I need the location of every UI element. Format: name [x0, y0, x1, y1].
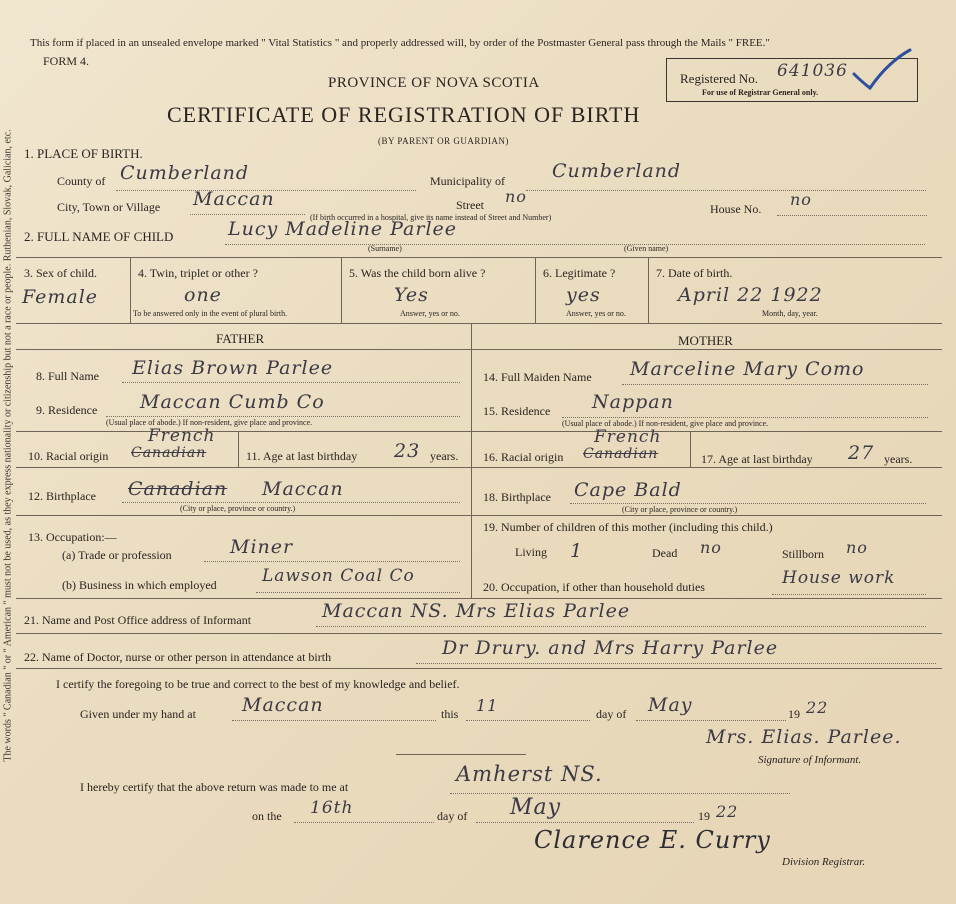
- business-value: Lawson Coal Co: [262, 566, 415, 586]
- surname-note: (Surname): [368, 244, 402, 253]
- certify-line: I certify the foregoing to be true and correct to the best of my knowledge and belief.: [56, 677, 460, 691]
- father-birthplace-label: 12. Birthplace: [28, 489, 96, 503]
- stillborn-label: Stillborn: [782, 547, 825, 561]
- living-label: Living: [515, 545, 547, 559]
- return-year-value: 22: [716, 802, 739, 821]
- house-value: no: [790, 190, 812, 209]
- mother-birthplace-value: Cape Bald: [574, 479, 682, 501]
- informant-label: 21. Name and Post Office address of Informant: [24, 613, 252, 627]
- business-label: (b) Business in which employed: [62, 578, 217, 592]
- mother-race-value: French: [594, 427, 662, 447]
- dead-label: Dead: [652, 546, 678, 560]
- stillborn-value: no: [846, 538, 868, 557]
- dead-value: no: [700, 538, 722, 557]
- legitimate-value: yes: [566, 284, 601, 306]
- mother-residence-value: Nappan: [592, 391, 674, 413]
- father-birthplace-struck: Canadian: [128, 478, 228, 500]
- return-month-value: May: [510, 795, 562, 820]
- mother-race-struck: Canadian: [583, 446, 659, 462]
- mother-heading: MOTHER: [678, 333, 733, 348]
- trade-value: Miner: [230, 536, 294, 558]
- father-age-unit: years.: [430, 449, 459, 463]
- cert-year-prefix: 19: [788, 707, 800, 721]
- given-place-value: Maccan: [242, 694, 324, 716]
- cert-month-value: May: [648, 694, 693, 716]
- registered-label: Registered No.: [680, 71, 758, 86]
- mother-birthplace-note: (City or place, province or country.): [622, 505, 738, 514]
- alive-value: Yes: [394, 284, 429, 306]
- street-label: Street: [456, 198, 484, 212]
- father-residence-value: Maccan Cumb Co: [140, 391, 325, 413]
- informant-signature-label: Signature of Informant.: [758, 754, 862, 766]
- father-race-value: French: [148, 426, 216, 446]
- twin-label: 4. Twin, triplet or other ?: [138, 266, 258, 280]
- registrar-signature: Clarence E. Curry: [534, 826, 771, 854]
- street-value: no: [505, 187, 527, 206]
- postal-notice: This form if placed in an unsealed envelope marked " Vital Statistics " and properly addressed will, by order of the Postmaster General pass through the Mails " FREE.": [30, 37, 770, 49]
- alive-note: Answer, yes or no.: [400, 309, 460, 318]
- occupation-heading: 13. Occupation:—: [28, 530, 117, 544]
- cert-day-value: 11: [476, 696, 499, 715]
- dob-note: Month, day, year.: [762, 309, 818, 318]
- father-birthplace-value: Maccan: [262, 478, 344, 500]
- hospital-note: (If birth occurred in a hospital, give its name instead of Street and Number): [310, 213, 552, 222]
- father-age-value: 23: [394, 440, 421, 462]
- father-age-label: 11. Age at last birthday: [246, 449, 358, 463]
- sex-value: Female: [22, 286, 99, 308]
- mother-birthplace-label: 18. Birthplace: [483, 490, 551, 504]
- child-name-value: Lucy Madeline Parlee: [228, 218, 458, 240]
- mother-occupation-label: 20. Occupation, if other than household duties: [483, 580, 705, 594]
- on-the-label: on the: [252, 809, 282, 823]
- page-subtitle: (BY PARENT OR GUARDIAN): [378, 136, 509, 146]
- given-label: Given under my hand at: [80, 707, 196, 721]
- this-label: this: [441, 707, 459, 721]
- father-name-value: Elias Brown Parlee: [132, 357, 334, 379]
- return-line: I hereby certify that the above return was made to me at: [80, 780, 349, 794]
- mother-race-label: 16. Racial origin: [483, 450, 564, 464]
- legitimate-label: 6. Legitimate ?: [543, 266, 616, 280]
- attendant-value: Dr Drury. and Mrs Harry Parlee: [442, 637, 779, 659]
- return-day-value: 16th: [310, 798, 354, 818]
- alive-label: 5. Was the child born alive ?: [349, 266, 486, 280]
- dob-value: April 22 1922: [678, 284, 823, 306]
- children-label: 19. Number of children of this mother (including this child.): [483, 520, 773, 534]
- father-residence-label: 9. Residence: [36, 403, 98, 417]
- city-label: City, Town or Village: [57, 200, 161, 214]
- mother-residence-label: 15. Residence: [483, 404, 551, 418]
- mother-residence-note: (Usual place of abode.) If non-resident, give place and province.: [562, 419, 769, 428]
- birth-place-heading: 1. PLACE OF BIRTH.: [24, 146, 143, 161]
- check-mark-icon: [848, 48, 918, 98]
- mother-occupation-value: House work: [782, 568, 896, 588]
- mother-age-label: 17. Age at last birthday: [701, 452, 813, 466]
- given-name-note: (Given name): [624, 244, 669, 253]
- father-race-label: 10. Racial origin: [28, 449, 109, 463]
- mother-age-value: 27: [848, 442, 875, 464]
- trade-label: (a) Trade or profession: [62, 548, 172, 562]
- page-title: CERTIFICATE OF REGISTRATION OF BIRTH: [167, 102, 641, 127]
- attendant-label: 22. Name of Doctor, nurse or other person in attendance at birth: [24, 650, 332, 664]
- dob-label: 7. Date of birth.: [656, 266, 733, 280]
- legitimate-note: Answer, yes or no.: [566, 309, 626, 318]
- twin-note: To be answered only in the event of plural birth.: [133, 309, 288, 318]
- return-day-of-label: day of: [437, 809, 468, 823]
- house-label: House No.: [710, 202, 762, 216]
- father-birthplace-note: (City or place, province or country.): [180, 504, 296, 513]
- informant-signature: Mrs. Elias. Parlee.: [706, 726, 902, 748]
- father-residence-note: (Usual place of abode.) If non-resident, give place and province.: [106, 418, 313, 427]
- twin-value: one: [184, 284, 222, 306]
- county-label: County of: [57, 174, 106, 188]
- informant-value: Maccan NS. Mrs Elias Parlee: [322, 600, 631, 622]
- father-heading: FATHER: [216, 331, 265, 346]
- mother-name-label: 14. Full Maiden Name: [483, 370, 592, 384]
- mother-age-unit: years.: [884, 452, 913, 466]
- child-name-label: 2. FULL NAME OF CHILD: [24, 229, 174, 244]
- province-heading: PROVINCE OF NOVA SCOTIA: [328, 75, 540, 91]
- return-place-value: Amherst NS.: [456, 762, 603, 786]
- municipality-label: Municipality of: [430, 174, 505, 188]
- side-note: The words " Canadian " or " American " must not be used, as they express nationality or citizenship but not a race or people. Ruthenian, Slovak, Galician, etc.: [2, 129, 14, 762]
- county-value: Cumberland: [120, 162, 250, 184]
- municipality-value: Cumberland: [552, 160, 682, 182]
- cert-day-of-label: day of: [596, 707, 627, 721]
- return-year-prefix: 19: [698, 809, 710, 823]
- city-value: Maccan: [193, 188, 275, 210]
- division-registrar-label: Division Registrar.: [782, 856, 866, 868]
- living-value: 1: [570, 540, 584, 562]
- father-race-struck: Canadian: [131, 445, 207, 461]
- registered-number: 641036: [777, 61, 848, 81]
- sex-label: 3. Sex of child.: [24, 266, 97, 280]
- father-name-label: 8. Full Name: [36, 369, 99, 383]
- registrar-note: For use of Registrar General only.: [702, 88, 819, 97]
- mother-name-value: Marceline Mary Como: [630, 358, 865, 380]
- form-number: FORM 4.: [43, 54, 90, 68]
- cert-year-value: 22: [806, 698, 829, 717]
